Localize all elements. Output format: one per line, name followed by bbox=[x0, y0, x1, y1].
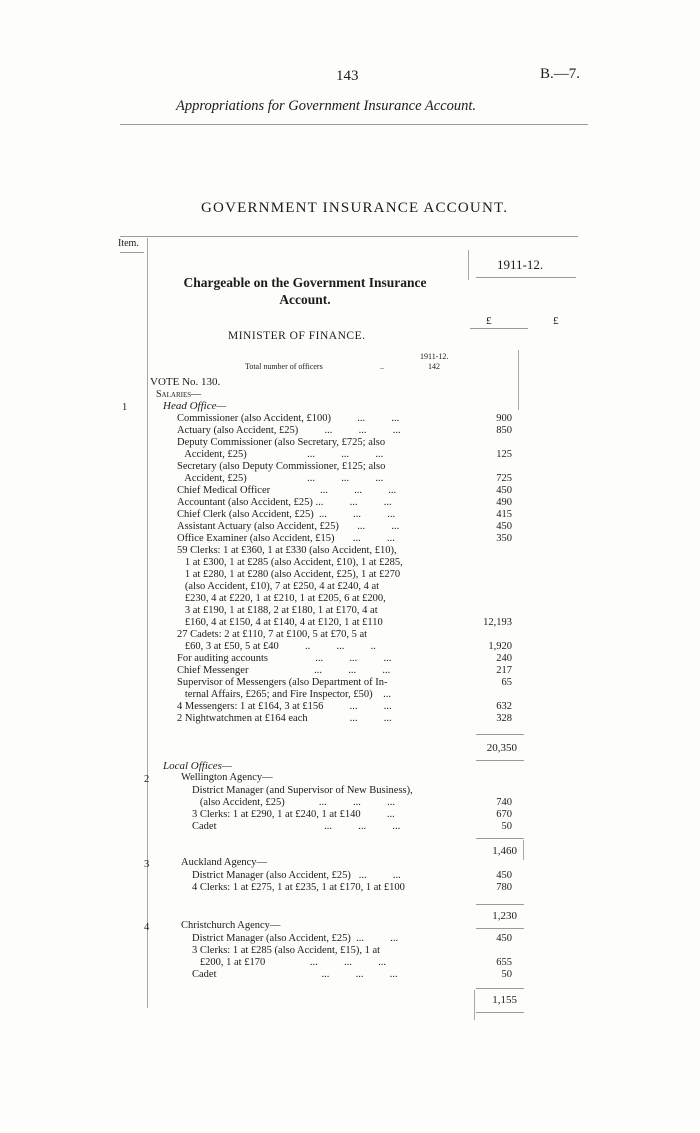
item-number-2: 2 bbox=[144, 774, 150, 785]
head-office-line: (also Accident, £10), 7 at £250, 4 at £240, 4 at bbox=[177, 581, 380, 592]
main-title: GOVERNMENT INSURANCE ACCOUNT. bbox=[201, 200, 509, 216]
auckland-line: District Manager (also Accident, £25) ... ... bbox=[192, 870, 401, 881]
head-office-amount: 125 bbox=[496, 449, 512, 460]
head-office-lines bbox=[177, 413, 403, 725]
wellington-amount: 670 bbox=[496, 809, 512, 820]
charge-title bbox=[150, 274, 460, 308]
item-label-rule bbox=[120, 252, 144, 253]
item-number-4: 4 bbox=[144, 922, 150, 933]
christchurch-total-divider bbox=[474, 990, 475, 1020]
head-office-line: 59 Clerks: 1 at £360, 1 at £330 (also Accident, £10), bbox=[177, 545, 397, 556]
head-office-line: 3 at £190, 1 at £188, 2 at £180, 1 at £170, 4 at bbox=[177, 605, 378, 616]
head-office-line: 2 Nightwatchmen at £164 each ... ... bbox=[177, 713, 392, 724]
head-office-amount: 450 bbox=[496, 485, 512, 496]
head-office-line: 4 Messengers: 1 at £164, 3 at £156 ... ... bbox=[177, 701, 392, 712]
wellington-line: Cadet ... ... ... bbox=[192, 821, 401, 832]
christchurch-amount: 50 bbox=[501, 969, 512, 980]
head-office-amounts bbox=[472, 413, 520, 743]
head-office-amount: 900 bbox=[496, 413, 512, 424]
head-office-line: Accountant (also Accident, £25) ... ... ... bbox=[177, 497, 392, 508]
head-office-line: Office Examiner (also Accident, £15) ... ... bbox=[177, 533, 395, 544]
head-office-line: Chief Clerk (also Accident, £25) ... ... ... bbox=[177, 509, 396, 520]
charge-title-line-1: Chargeable on the Government Insurance bbox=[183, 275, 427, 290]
auckland-amounts bbox=[472, 870, 520, 898]
auckland-total: 1,230 bbox=[492, 910, 517, 922]
head-office-line: 1 at £300, 1 at £285 (also Accident, £10), 1 at £285, bbox=[177, 557, 403, 568]
head-office-line: Secretary (also Deputy Commissioner, £125; also bbox=[177, 461, 386, 472]
christchurch-amount: 450 bbox=[496, 933, 512, 944]
head-office-amount: 240 bbox=[496, 653, 512, 664]
officers-dots: .. bbox=[380, 362, 384, 371]
document-reference: B.—7. bbox=[540, 66, 581, 82]
auckland-line: 4 Clerks: 1 at £275, 1 at £235, 1 at £170, 1 at £100 bbox=[192, 882, 405, 893]
head-office-line: Chief Medical Officer ... ... ... bbox=[177, 485, 397, 496]
head-office-heading: Head Office— bbox=[163, 400, 227, 412]
head-office-line: 27 Cadets: 2 at £110, 7 at £100, 5 at £70, 5 at bbox=[177, 629, 368, 640]
wellington-lines bbox=[192, 785, 413, 833]
charge-title-line-2: Account. bbox=[279, 292, 331, 307]
head-office-line: £160, 4 at £150, 4 at £140, 4 at £120, 1 at £110 bbox=[177, 617, 383, 628]
head-office-total: 20,350 bbox=[486, 742, 517, 754]
amount-column-divider-top bbox=[468, 250, 469, 280]
head-office-line: £230, 4 at £220, 1 at £210, 1 at £205, 6 at £200, bbox=[177, 593, 386, 604]
christchurch-line: Cadet ... ... ... bbox=[192, 969, 398, 980]
officers-count: 142 bbox=[428, 362, 440, 371]
christchurch-line: District Manager (also Accident, £25) ... ... bbox=[192, 933, 399, 944]
title-rule bbox=[120, 236, 578, 237]
head-office-line: Commissioner (also Accident, £100) ... ... bbox=[177, 413, 400, 424]
christchurch-heading: Christchurch Agency— bbox=[181, 920, 281, 931]
head-office-amount: 415 bbox=[496, 509, 512, 520]
minister-heading: MINISTER OF FINANCE. bbox=[228, 330, 366, 342]
head-office-line: Chief Messenger ... ... ... bbox=[177, 665, 391, 676]
item-number-3: 3 bbox=[144, 859, 150, 870]
salaries-heading: Salaries— bbox=[156, 389, 202, 400]
auckland-total-rule bbox=[476, 904, 524, 905]
head-office-amount: 725 bbox=[496, 473, 512, 484]
item-column-label: Item. bbox=[118, 238, 139, 249]
item-column-divider bbox=[147, 238, 148, 1008]
wellington-amount: 740 bbox=[496, 797, 512, 808]
head-office-amount: 450 bbox=[496, 521, 512, 532]
christchurch-total: 1,155 bbox=[492, 994, 517, 1006]
pound-rule bbox=[470, 328, 528, 329]
page-number: 143 bbox=[336, 68, 359, 84]
head-office-amount: 850 bbox=[496, 425, 512, 436]
head-office-line: Accident, £25) ... ... ... bbox=[177, 473, 384, 484]
wellington-line: (also Accident, £25) ... ... ... bbox=[192, 797, 395, 808]
officers-label: Total number of officers bbox=[245, 362, 323, 371]
head-office-line: 1 at £280, 1 at £280 (also Accident, £25), 1 at £270 bbox=[177, 569, 401, 580]
wellington-amounts bbox=[472, 797, 520, 837]
auckland-lines bbox=[192, 870, 405, 894]
head-office-line: ternal Affairs, £265; and Fire Inspector, £50) ... bbox=[177, 689, 392, 700]
christchurch-line: 3 Clerks: 1 at £285 (also Accident, £15), 1 at bbox=[192, 945, 381, 956]
pound-heading-items: £ bbox=[486, 315, 492, 327]
wellington-amount: 50 bbox=[501, 821, 512, 832]
head-office-line: Actuary (also Accident, £25) ... ... ... bbox=[177, 425, 401, 436]
head-office-amount: 490 bbox=[496, 497, 512, 508]
running-title: Appropriations for Government Insurance Accou‍nt. bbox=[176, 98, 477, 114]
auckland-total-rule-bottom bbox=[476, 928, 524, 929]
christchurch-total-rule-bottom bbox=[476, 1012, 524, 1013]
head-office-line: Deputy Commissioner (also Secretary, £725; also bbox=[177, 437, 386, 448]
head-office-total-rule bbox=[476, 734, 524, 735]
head-office-line: Supervisor of Messengers (also Department of In- bbox=[177, 677, 388, 688]
auckland-amount: 450 bbox=[496, 870, 512, 881]
head-office-amount: 12,193 bbox=[483, 617, 512, 628]
head-office-amount: 328 bbox=[496, 713, 512, 724]
auckland-heading: Auckland Agency— bbox=[181, 857, 268, 868]
year-rule bbox=[476, 277, 576, 278]
officers-year: 1911-12. bbox=[420, 352, 449, 361]
totals-column-divider bbox=[518, 350, 519, 410]
christchurch-line: £200, 1 at £170 ... ... ... bbox=[192, 957, 386, 968]
wellington-total: 1,460 bbox=[492, 845, 517, 857]
wellington-line: District Manager (and Supervisor of New Business), bbox=[192, 785, 413, 796]
christchurch-lines bbox=[192, 933, 398, 981]
head-office-line: For auditing accounts ... ... ... bbox=[177, 653, 392, 664]
head-office-total-rule-bottom bbox=[476, 760, 524, 761]
wellington-heading: Wellington Agency— bbox=[181, 772, 273, 783]
head-office-amount: 217 bbox=[496, 665, 512, 676]
local-offices-heading: Local Offices— bbox=[163, 760, 232, 772]
vote-heading: VOTE No. 130. bbox=[150, 376, 221, 388]
christchurch-amounts bbox=[472, 933, 520, 983]
head-office-line: Assistant Actuary (also Accident, £25) ... ... bbox=[177, 521, 400, 532]
wellington-total-divider bbox=[523, 840, 524, 860]
wellington-line: 3 Clerks: 1 at £290, 1 at £240, 1 at £140 ... bbox=[192, 809, 395, 820]
head-office-amount: 65 bbox=[501, 677, 512, 688]
item-number-1: 1 bbox=[122, 402, 128, 413]
head-office-amount: 1,920 bbox=[488, 641, 512, 652]
christchurch-total-rule bbox=[476, 988, 524, 989]
auckland-amount: 780 bbox=[496, 882, 512, 893]
head-office-amount: 350 bbox=[496, 533, 512, 544]
year-heading: 1911-12. bbox=[497, 257, 544, 272]
christchurch-amount: 655 bbox=[496, 957, 512, 968]
head-office-amount: 632 bbox=[496, 701, 512, 712]
head-office-line: £60, 3 at £50, 5 at £40 .. ... .. bbox=[177, 641, 376, 652]
wellington-total-rule bbox=[476, 838, 524, 839]
head-office-line: Accident, £25) ... ... ... bbox=[177, 449, 384, 460]
pound-heading-totals: £ bbox=[553, 315, 559, 327]
header-rule bbox=[120, 124, 588, 125]
